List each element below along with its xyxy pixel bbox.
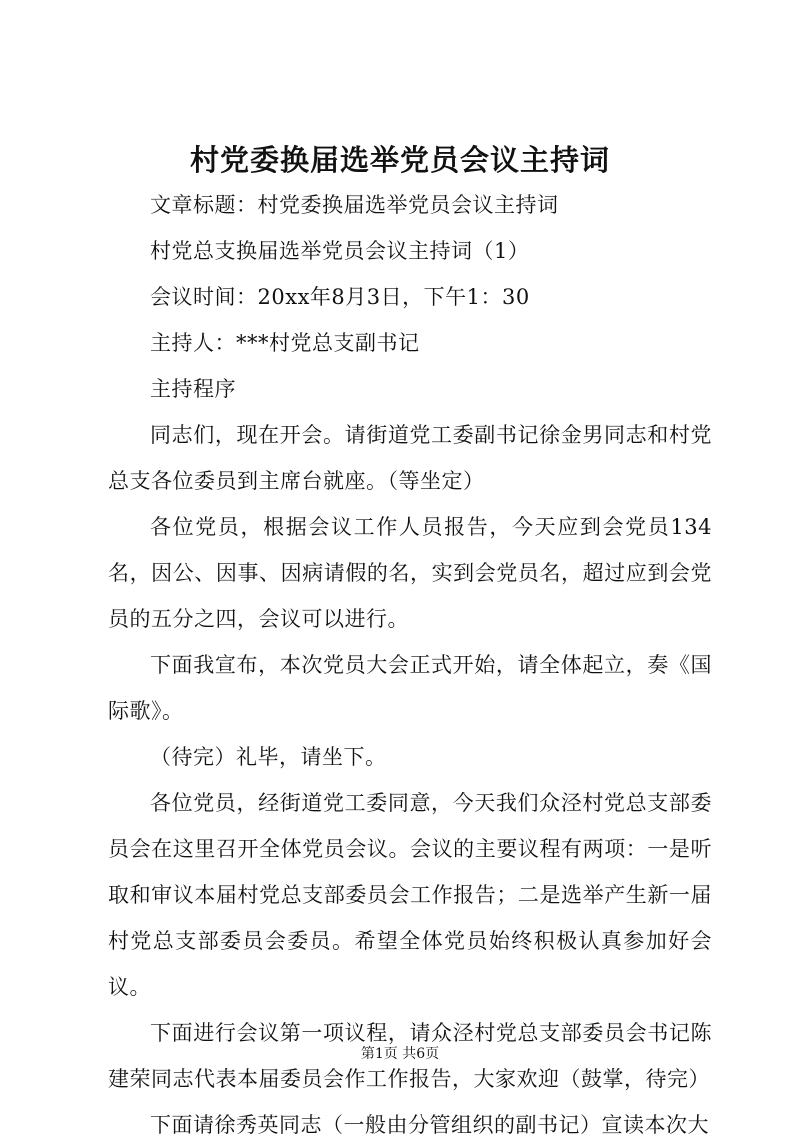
paragraph-article-title: 文章标题：村党委换届选举党员会议主持词 [150, 193, 559, 217]
document-title: 村党委换届选举党员会议主持词 [189, 143, 610, 177]
paragraph-attendance: 各位党员，根据会议工作人员报告，今天应到会党员134名，因公、因事、因病请假的名，实到会党员名，超过应到会党员的五分之四，会议可以进行。 [108, 515, 712, 631]
page-number: 第1页 共6页 [360, 1046, 440, 1062]
document-body [108, 182, 712, 1148]
paragraph-opening: 同志们，现在开会。请街道党工委副书记徐金男同志和村党总支各位委员到主席台就座。（等坐定） [108, 423, 712, 493]
paragraph-host: 主持人：***村党总支副书记 [150, 331, 420, 355]
paragraph-reading: 下面请徐秀英同志（一般由分管组织的副书记）宣读本次大 [150, 1113, 709, 1137]
paragraph-work-report: 下面进行会议第一项议程，请众泾村党总支部委员会书记陈建荣同志代表本届委员会作工作报告，大家欢迎（鼓掌，待完） [108, 1021, 712, 1091]
paragraph-anthem: 下面我宣布，本次党员大会正式开始，请全体起立，奏《国际歌》。 [108, 653, 712, 723]
paragraph-agenda: 各位党员，经街道党工委同意，今天我们众泾村党总支部委员会在这里召开全体党员会议。会议的主要议程有两项：一是听取和审议本届村党总支部委员会工作报告；二是选举产生新一届村党总支部委员会委员。希望全体党员始终积极认真参加好会议。 [108, 791, 712, 999]
paragraph-procedure-heading: 主持程序 [150, 377, 236, 401]
paragraph-meeting-time: 会议时间：20xx年8月3日，下午1：30 [150, 285, 530, 309]
paragraph-sit-down: （待完）礼毕，请坐下。 [150, 745, 387, 769]
paragraph-subtitle: 村党总支换届选举党员会议主持词（1） [150, 239, 530, 263]
